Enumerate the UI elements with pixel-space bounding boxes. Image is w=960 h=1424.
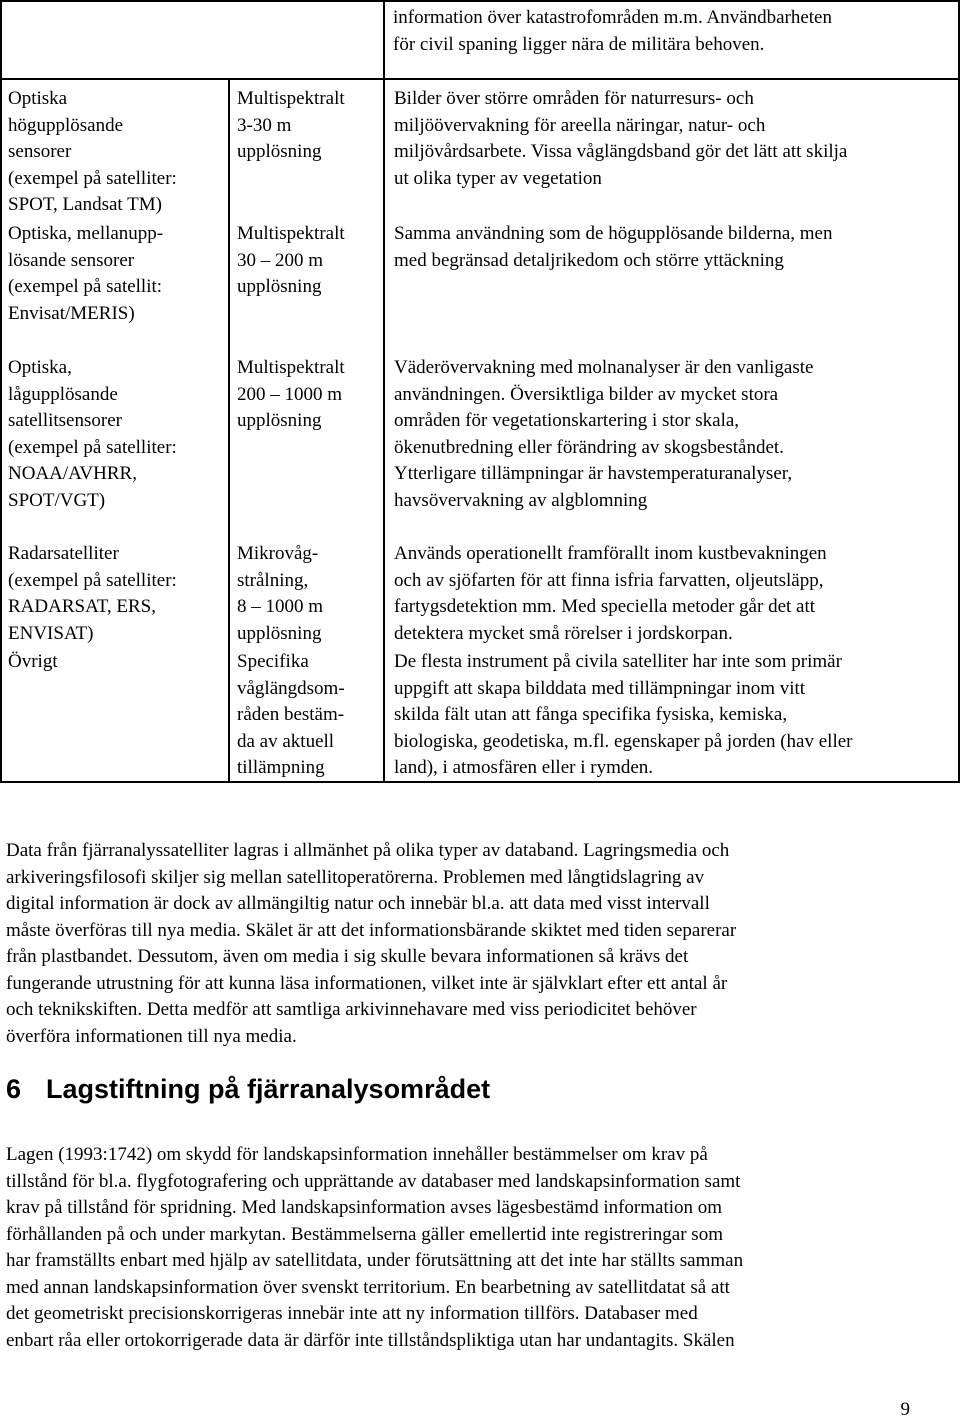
- usage-cell: Samma användning som de högupplösande bilderna, men med begränsad detaljrikedom och större yttäckning: [394, 223, 833, 271]
- table-row: [0, 355, 960, 535]
- resolution-cell: Specifika våglängdsom- råden bestäm- da av aktuell tillämpning: [237, 651, 345, 778]
- table-border-top: [0, 0, 960, 2]
- paragraph-storage: Data från fjärranalyssatelliter lagras i allmänhet på olika typer av databand. Lagringsmedia och arkiveringsfilosofi skiljer sig mellan satellitoperatörerna. Problemen med långtidslagring av digital information är dock av allmängiltig natur och innebär bl.a. att data med visst intervall måste överföras till nya media. Skälet är att det informationsbärande skiktet med tiden separerar från plastbandet. Dessutom, även om media i sig skulle bevara informationen så krävs det fungerande utrustning för att kunna läsa informationen, vilket inte är självklart efter ett antal år och teknikskiften. Detta medför att samtliga arkivinnehavare med viss periodicitet behöver överföra informationen till nya media.: [6, 840, 737, 1047]
- resolution-cell: Multispektralt 200 – 1000 m upplösning: [237, 357, 345, 431]
- resolution-cell: Multispektralt 30 – 200 m upplösning: [237, 223, 345, 297]
- table-border-left: [0, 0, 2, 783]
- table-row-divider: [0, 78, 960, 80]
- usage-cell: Används operationellt framförallt inom kustbevakningen och av sjöfarten för att finna isfria farvatten, oljeutsläpp, fartygsdetektion mm. Med speciella metoder går det att detektera mycket små rörelser i jordskorpan.: [394, 543, 827, 644]
- section-number: 6: [6, 1074, 22, 1104]
- sensor-cell: Radarsatelliter (exempel på satelliter: RADARSAT, ERS, ENVISAT): [8, 543, 177, 644]
- usage-cell: Väderövervakning med molnanalyser är den vanligaste användningen. Översiktliga bilder av mycket stora områden för vegetationskartering i stor skala, ökenutbredning eller förändring av skogsbeståndet. Ytterligare tillämpningar är havstemperaturanalyser, havsövervakning av algblomning: [394, 357, 814, 511]
- page-number: 9: [900, 1399, 910, 1420]
- resolution-cell: Multispektralt 3-30 m upplösning: [237, 88, 345, 162]
- table-border-bottom: [0, 781, 960, 783]
- usage-cell: De flesta instrument på civila satelliter har inte som primär uppgift att skapa bilddata med tillämpningar inom vitt skilda fält utan att fånga specifika fysiska, kemiska, biologiska, geodetiska, m.fl. egenskaper på jorden (hav eller land), i atmosfären eller i rymden.: [394, 651, 853, 778]
- table-col-divider: [228, 78, 230, 783]
- table-row: [0, 221, 960, 351]
- table-col-divider: [383, 0, 385, 783]
- table-row: [0, 541, 960, 649]
- sensor-cell: Optiska högupplösande sensorer (exempel på satelliter: SPOT, Landsat TM): [8, 88, 177, 215]
- sensor-cell: Optiska, lågupplösande satellitsensorer (exempel på satelliter: NOAA/AVHRR, SPOT/VGT): [8, 357, 177, 511]
- section-title: Lagstiftning på fjärranalysområdet: [46, 1074, 491, 1104]
- table-top-note: information över katastrofområden m.m. Användbarheten för civil spaning ligger nära de militära behoven.: [393, 7, 832, 55]
- paragraph-legislation: Lagen (1993:1742) om skydd för landskapsinformation innehåller bestämmelser om krav på tillstånd för bl.a. flygfotografering och upprättande av databaser med landskapsinformation samt krav på tillstånd för spridning. Med landskapsinformation avses lägesbestämd information om förhållanden på och under markytan. Bestämmelserna gäller emellertid inte registreringar som har framställts enbart med hjälp av satellitdata, under förutsättning att det inte har ställts samman med annan landskapsinformation över svenskt territorium. En bearbetning av satellitdatat så att det geometriskt precisionskorrigeras innebär inte att ny information tillförs. Databaser med enbart råa eller ortokorrigerade data är därför inte tillståndspliktiga utan har undantagits. Skälen: [6, 1144, 744, 1351]
- table-row: [0, 649, 960, 782]
- table-row: [0, 86, 960, 221]
- resolution-cell: Mikrovåg- strålning, 8 – 1000 m upplösning: [237, 543, 324, 644]
- sensor-cell: Övrigt: [8, 651, 58, 672]
- section-heading: [6, 1072, 490, 1106]
- sensor-cell: Optiska, mellanupp- lösande sensorer (exempel på satellit: Envisat/MERIS): [8, 223, 164, 324]
- usage-cell: Bilder över större områden för naturresurs- och miljöövervakning för areella näringar, natur- och miljövårdsarbete. Vissa våglängdsband gör det lätt att skilja ut olika typer av vegetation: [394, 88, 848, 189]
